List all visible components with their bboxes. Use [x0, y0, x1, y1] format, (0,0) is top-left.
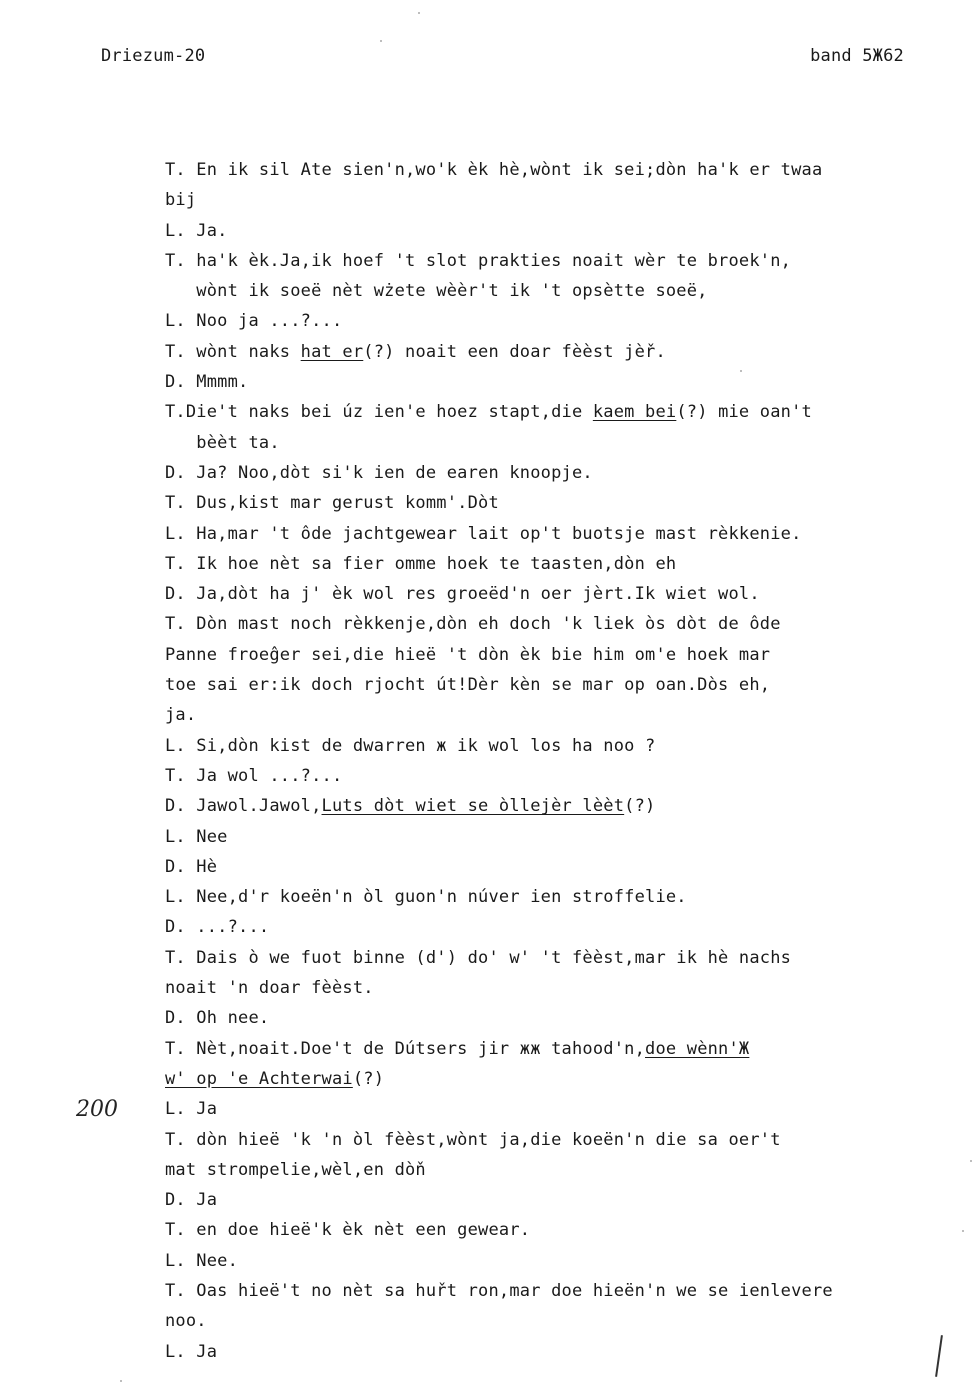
- line-text: T. Oas hieë't no nèt sa huřt ron,mar doe hieën'n we se ienlevere: [165, 1280, 833, 1301]
- line-text: (?): [352, 1068, 385, 1089]
- line-text: T.Die't naks bei úz ien'e hoez stapt,die: [165, 402, 593, 423]
- line-text: noait 'n doar fèèst.: [165, 978, 374, 999]
- transcript-line: [165, 1337, 955, 1367]
- line-text: (?) mie oan't: [676, 402, 812, 423]
- line-text: T. Nèt,noait.Doe't de Dútsers jir жж tahood'n,: [165, 1038, 646, 1059]
- transcript-line: [165, 1034, 955, 1064]
- transcript-line: [165, 943, 955, 973]
- transcript-line: [165, 1094, 955, 1124]
- transcript-line: [165, 428, 955, 458]
- line-text: bij: [165, 190, 197, 211]
- line-text: D. Mmmm.: [165, 372, 249, 393]
- line-text: L. Ja.: [165, 220, 228, 241]
- speck: [970, 1160, 972, 1162]
- transcript-line: [165, 155, 955, 185]
- line-text: T. Dòn mast noch rèkkenje,dòn eh doch 'k liek òs dòt de ôde: [165, 614, 781, 635]
- line-text: D. Ja,dòt ha j' èk wol res groeëd'n oer jèrt.Ik wiet wol.: [165, 584, 760, 605]
- transcript-line: [165, 337, 955, 367]
- transcript-line: [165, 912, 955, 942]
- transcript-line: [165, 1246, 955, 1276]
- transcript-line: [165, 609, 955, 639]
- line-text: (?): [624, 796, 656, 817]
- transcript-line: [165, 519, 955, 549]
- line-text: toe sai er:ik doch rjocht út!Dèr kèn se mar op oan.Dòs eh,: [165, 675, 771, 696]
- line-text: D. Ja: [165, 1190, 218, 1211]
- line-text: T. wònt naks: [165, 341, 301, 362]
- line-text: T. Dais ò we fuot binne (d') do' w' 't fèèst,mar ik hè nachs: [165, 947, 792, 968]
- transcript-line: [165, 731, 955, 761]
- line-text: T. en doe hieë'k èk nèt een gewear.: [165, 1220, 531, 1241]
- transcript-line: [165, 1276, 955, 1306]
- line-text: T. ha'k èk.Ja,ik hoef 't slot prakties noait wèr te broek'n,: [165, 250, 792, 271]
- transcript-line: [165, 488, 955, 518]
- line-text: Panne froeĝer sei,die hieë 't dòn èk bie him om'e hoek mar: [165, 644, 771, 665]
- transcript-line: [165, 276, 955, 306]
- line-text: L. Si,dòn kist de dwarren ж ik wol los ha noo ?: [165, 735, 656, 756]
- transcript-line: [165, 549, 955, 579]
- transcript-body: [165, 155, 955, 1367]
- underlined-text: kaem bei: [592, 402, 677, 423]
- transcript-line: [165, 579, 955, 609]
- line-text: L. Nee: [165, 826, 228, 847]
- line-text: (?) noait een doar fèèst jèř.: [363, 341, 666, 362]
- underlined-text: Luts dòt wiet se òllejèr lèèt: [321, 796, 625, 817]
- transcript-line: [165, 761, 955, 791]
- line-text: T. Ja wol ...?...: [165, 765, 343, 786]
- speck: [740, 370, 742, 372]
- line-text: ja.: [165, 705, 197, 726]
- line-text: L. Ha,mar 't ôde jachtgewear lait op't buotsje mast rèkkenie.: [165, 523, 802, 544]
- transcript-line: [165, 1185, 955, 1215]
- underlined-text: w' op 'e Achterwai: [165, 1068, 353, 1089]
- line-text: L. Nee.: [165, 1250, 239, 1271]
- transcript-line: [165, 397, 955, 427]
- underlined-text: hat er: [300, 341, 364, 362]
- line-text: T. dòn hieë 'k 'n òl fèèst,wònt ja,die koeën'n die sa oer't: [165, 1129, 781, 1150]
- margin-note: 200: [76, 1097, 118, 1122]
- line-text: bèèt ta.: [165, 432, 280, 453]
- speck: [962, 1230, 964, 1232]
- transcript-line: [165, 852, 955, 882]
- line-text: L. Nee,d'r koeën'n òl guon'n núver ien stroffelie.: [165, 887, 687, 908]
- transcript-line: [165, 185, 955, 215]
- line-text: T. Ik hoe nèt sa fier omme hoek te taasten,dòn eh: [165, 553, 677, 574]
- transcript-line: [165, 670, 955, 700]
- underlined-text: doe wènn'Ж: [645, 1038, 750, 1059]
- transcript-line: [165, 458, 955, 488]
- line-text: mat strompelie,wèl,en dòň: [165, 1159, 426, 1180]
- transcript-line: [165, 1064, 955, 1094]
- line-text: D. ...?...: [165, 917, 270, 938]
- transcript-line: [165, 367, 955, 397]
- line-text: L. Ja: [165, 1099, 218, 1120]
- line-text: D. Hè: [165, 856, 218, 877]
- transcript-line: [165, 1125, 955, 1155]
- transcript-line: [165, 1155, 955, 1185]
- transcript-line: [165, 791, 955, 821]
- header-title: Driezum-20: [101, 46, 206, 66]
- line-text: T. En ik sil Ate sien'n,wo'k èk hè,wònt ik sei;dòn ha'k er twaa: [165, 160, 823, 180]
- transcript-line: [165, 216, 955, 246]
- transcript-line: [165, 882, 955, 912]
- transcript-line: [165, 306, 955, 336]
- line-text: L. Ja: [165, 1341, 218, 1362]
- transcript-line: [165, 1003, 955, 1033]
- line-text: wònt ik soeë nèt wżete wèèr't ik 't opsètte soeë,: [165, 281, 708, 302]
- line-text: D. Ja? Noo,dòt si'k ien de earen knoopje.: [165, 462, 593, 483]
- header-band-number: band 5Ж62: [810, 46, 904, 66]
- transcript-line: [165, 700, 955, 730]
- speck: [380, 40, 382, 42]
- speck: [120, 1380, 122, 1382]
- line-text: L. Noo ja ...?...: [165, 311, 343, 332]
- transcript-line: [165, 822, 955, 852]
- transcript-line: [165, 246, 955, 276]
- line-text: T. Dus,kist mar gerust komm'.Dòt: [165, 493, 499, 514]
- line-text: D. Oh nee.: [165, 1008, 270, 1029]
- speck: [418, 12, 420, 14]
- transcript-line: [165, 973, 955, 1003]
- line-text: D. Jawol.Jawol,: [165, 796, 322, 817]
- transcript-line: [165, 1215, 955, 1245]
- line-text: noo.: [165, 1311, 207, 1332]
- transcript-line: [165, 640, 955, 670]
- transcript-line: [165, 1306, 955, 1336]
